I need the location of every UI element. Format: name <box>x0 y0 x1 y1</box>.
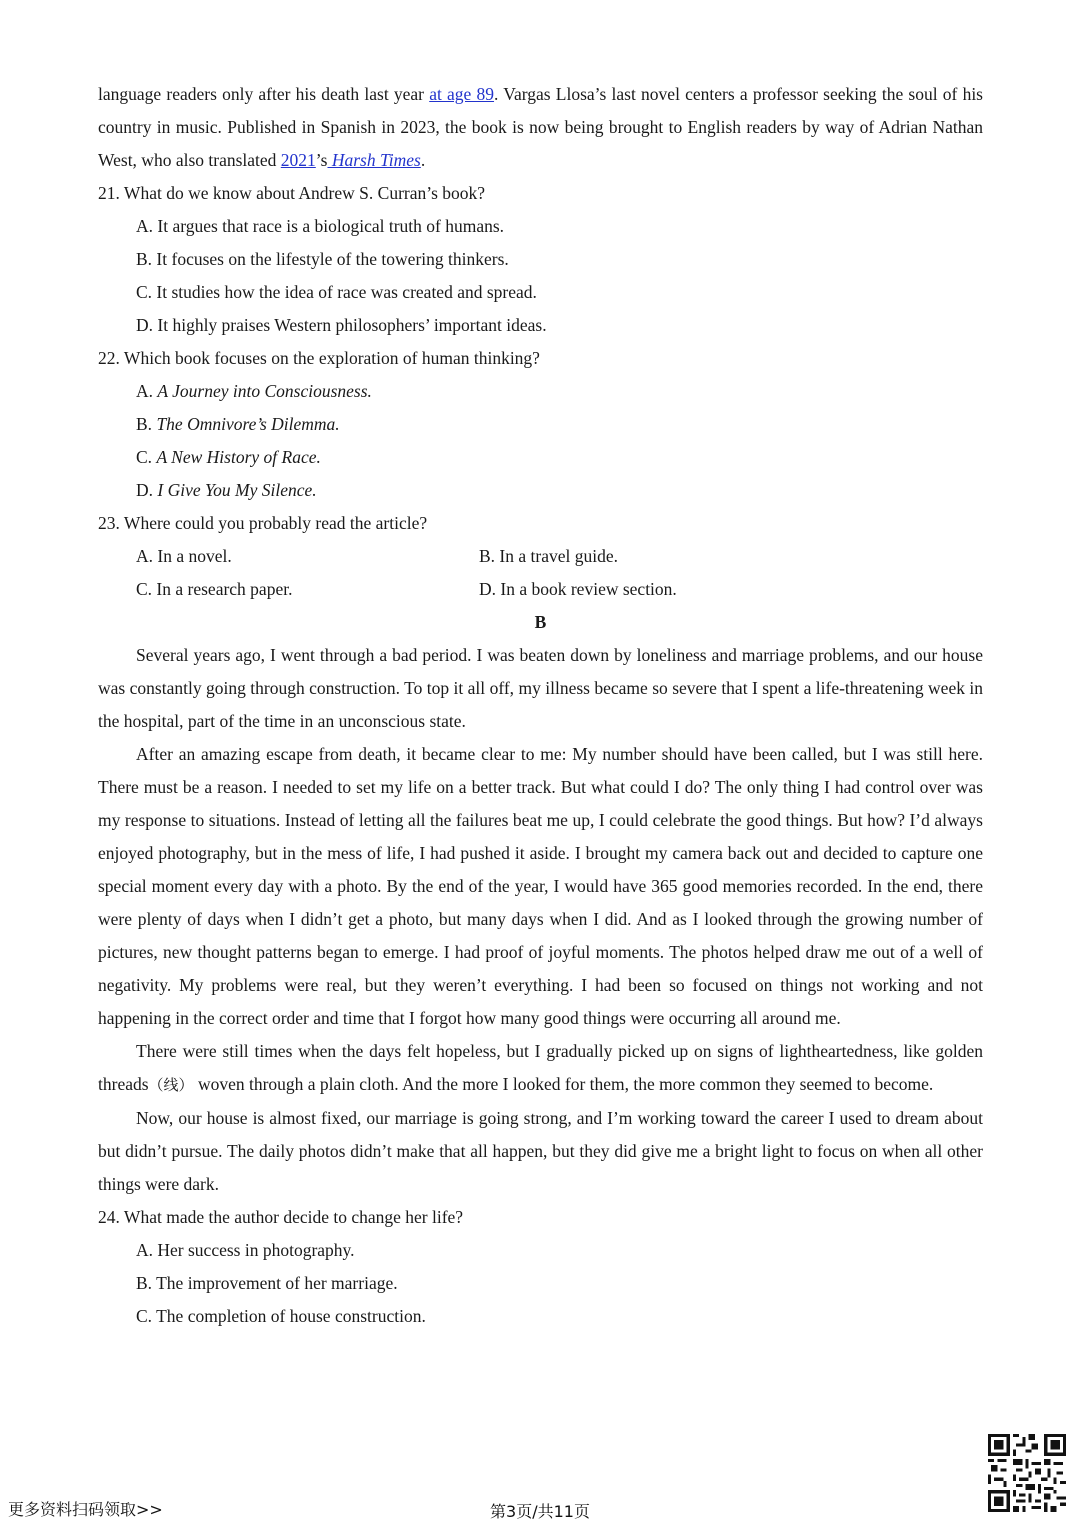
question-24: 24. What made the author decide to change her life? <box>98 1207 464 1227</box>
q21-option-d: D. It highly praises Western philosophers’ important ideas. <box>136 315 547 335</box>
q23-option-b: B. In a travel guide. <box>479 546 618 566</box>
document-body <box>98 78 983 1333</box>
q23-option-d: D. In a book review section. <box>479 579 677 599</box>
q24-option-c: C. The completion of house construction. <box>136 1306 426 1326</box>
q24-option-b: B. The improvement of her marriage. <box>136 1273 398 1293</box>
question-22: 22. Which book focuses on the exploration of human thinking? <box>98 348 540 368</box>
passage-b-paragraph-3: There were still times when the days felt hopeless, but I gradually picked up on signs of lightheartedness, like golden threads（线） woven through a plain cloth. And the more I looked for them, the more common they seemed to become. <box>98 1041 983 1094</box>
q23-options-row-1 <box>98 540 983 573</box>
question-21: 21. What do we know about Andrew S. Curran’s book? <box>98 183 486 203</box>
q24-option-a: A. Her success in photography. <box>136 1240 355 1260</box>
passage-b-paragraph-2: After an amazing escape from death, it became clear to me: My number should have been called, but I was still here. There must be a reason. I needed to set my life on a better track. But what could I do? The only thing I had control over was my response to situations. Instead of letting all the failures beat me up, I could celebrate the good things. But how? I’d always enjoyed photography, but in the mess of life, I had pushed it aside. I brought my camera back out and decided to capture one special moment every day with a photo. By the end of the year, I would have 365 good memories recorded. In the end, there were plenty of days when I didn’t get a photo, but many days when I did. And as I looked through the growing number of pictures, new thought patterns began to emerge. I had proof of joyful moments. The photos helped draw me out of a well of negativity. My problems were real, but they weren’t everything. I had been so focused on things not working and not happening in the correct order and time that I forgot how many good things were occurring all around me. <box>98 744 983 1028</box>
q23-options-row-2 <box>98 573 983 606</box>
harsh-times-link[interactable]: Harsh Times <box>327 150 421 170</box>
passage-b-paragraph-4: Now, our house is almost fixed, our marriage is going strong, and I’m working toward the career I used to dream about but didn’t pursue. The daily photos didn’t make that all happen, but they did give me a bright light to focus on when all other things were dark. <box>98 1108 983 1194</box>
q21-option-c: C. It studies how the idea of race was created and spread. <box>136 282 537 302</box>
q22-option-b: B. The Omnivore’s Dilemma. <box>136 414 340 434</box>
q22-option-d: D. I Give You My Silence. <box>136 480 317 500</box>
q23-option-c: C. In a research paper. <box>136 579 293 599</box>
year-link[interactable]: 2021 <box>280 150 316 170</box>
q22-option-c: C. A New History of Race. <box>136 447 321 467</box>
question-23: 23. Where could you probably read the article? <box>98 513 428 533</box>
page-number: 第3页/共11页 <box>490 1502 590 1521</box>
q21-option-a: A. It argues that race is a biological truth of humans. <box>136 216 505 236</box>
passage-a-tail: language readers only after his death last year at age 89. Vargas Llosa’s last novel centers a professor seeking the soul of his country in music. Published in Spanish in 2023, the book is now being brought to English readers by way of Adrian Nathan West, who also translated 2021’s Harsh Times. <box>98 84 983 170</box>
section-heading-b: B <box>534 612 547 632</box>
footer-promo-text: 更多资料扫码领取>> <box>8 1500 163 1519</box>
q23-option-a: A. In a novel. <box>136 546 232 566</box>
age-link[interactable]: at age 89 <box>429 84 495 104</box>
passage-b-paragraph-1: Several years ago, I went through a bad period. I was beaten down by loneliness and marriage problems, and our house was constantly going through construction. To top it all off, my illness became so severe that I spent a life-threatening week in the hospital, part of the time in an unconscious state. <box>98 645 983 731</box>
q21-option-b: B. It focuses on the lifestyle of the towering thinkers. <box>136 249 509 269</box>
q22-option-a: A. A Journey into Consciousness. <box>136 381 372 401</box>
